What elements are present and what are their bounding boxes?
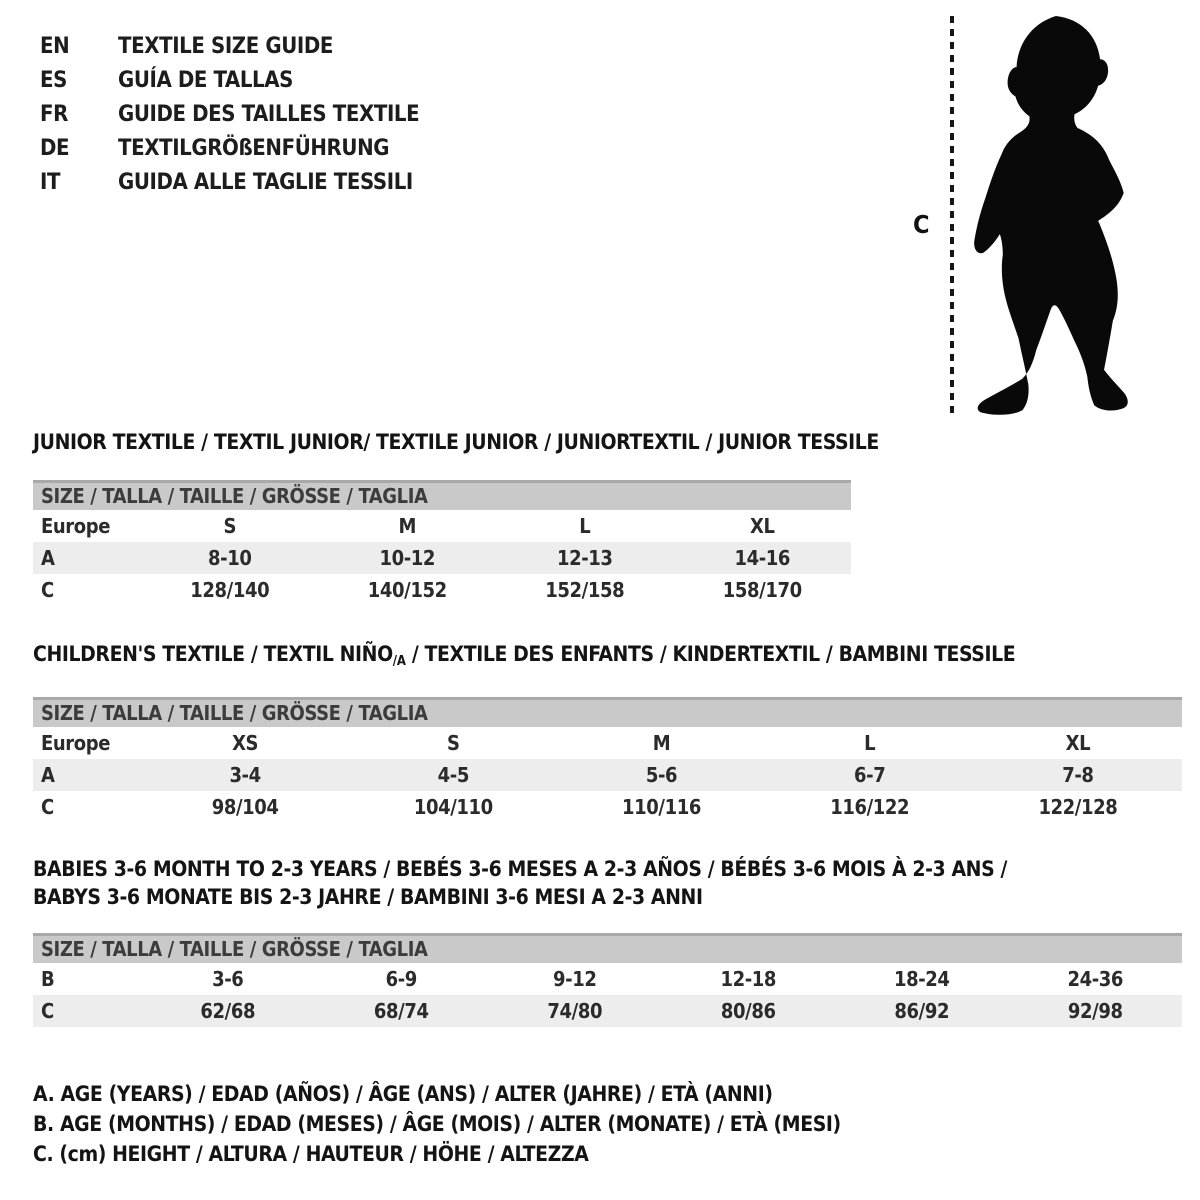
language-row <box>40 64 419 98</box>
language-row <box>40 98 419 132</box>
table-row <box>33 791 1182 823</box>
height-measure-line <box>950 16 954 418</box>
section-junior <box>33 430 1182 606</box>
language-row <box>40 166 419 200</box>
size-tables-content <box>33 430 1182 1169</box>
size-header-bar: SIZE / TALLA / TAILLE / GRÖSSE / TAGLIA <box>33 933 1182 963</box>
heading-subscript: /A <box>392 654 406 669</box>
size-cell: L <box>864 731 876 755</box>
language-code: EN <box>40 34 70 59</box>
guide-title: GUIDA ALLE TAGLIE TESSILI <box>118 170 413 195</box>
section-heading-children <box>33 642 1182 670</box>
size-cell: 4-5 <box>437 763 469 787</box>
heading-line-1: BABIES 3-6 MONTH TO 2-3 YEARS / BEBÉS 3-6 MESES A 2-3 AÑOS / BÉBÉS 3-6 MOIS À 2-3 ANS / <box>33 857 1007 881</box>
guide-title: TEXTILGRÖßENFÜHRUNG <box>118 136 390 161</box>
section-heading-babies <box>33 855 1182 911</box>
heading-text: CHILDREN'S TEXTILE / TEXTIL NIÑO <box>33 642 393 666</box>
legend <box>33 1079 1182 1169</box>
height-figure <box>905 8 1195 438</box>
size-cell: 86/92 <box>894 999 950 1023</box>
size-cell: 5-6 <box>645 763 678 787</box>
size-cell: XS <box>232 731 259 755</box>
size-cell: 158/170 <box>722 578 802 602</box>
row-label: B <box>41 967 55 991</box>
size-cell: 6-7 <box>854 763 886 787</box>
size-cell: 122/128 <box>1038 795 1118 819</box>
heading-text: / TEXTILE DES ENFANTS / KINDERTEXTIL / BAMBINI TESSILE <box>405 642 1016 666</box>
size-header-bar: SIZE / TALLA / TAILLE / GRÖSSE / TAGLIA <box>33 697 1182 727</box>
table-row <box>33 727 1182 759</box>
size-cell: S <box>447 731 460 755</box>
table-row <box>33 510 851 542</box>
size-cell: 152/158 <box>545 578 625 602</box>
language-code: IT <box>40 170 61 195</box>
size-cell: 6-9 <box>385 967 417 991</box>
legend-line-b: B. AGE (MONTHS) / EDAD (MESES) / ÂGE (MOIS) / ALTER (MONATE) / ETÀ (MESI) <box>33 1112 841 1136</box>
row-label: Europe <box>41 514 111 538</box>
guide-title: GUÍA DE TALLAS <box>118 68 294 93</box>
size-cell: 92/98 <box>1067 999 1123 1023</box>
row-label: C <box>41 578 54 602</box>
size-cell: 3-6 <box>212 967 244 991</box>
section-heading-junior: JUNIOR TEXTILE / TEXTIL JUNIOR/ TEXTILE JUNIOR / JUNIORTEXTIL / JUNIOR TESSILE <box>33 430 879 454</box>
size-cell: 12-13 <box>556 546 613 570</box>
size-cell: M <box>652 731 671 755</box>
section-children <box>33 642 1182 823</box>
heading-line-2: BABYS 3-6 MONATE BIS 2-3 JAHRE / BAMBINI 3-6 MESI A 2-3 ANNI <box>33 885 703 909</box>
table-row <box>33 759 1182 791</box>
language-row <box>40 132 419 166</box>
size-cell: 7-8 <box>1062 763 1094 787</box>
row-label: C <box>41 999 54 1023</box>
size-cell: 9-12 <box>553 967 597 991</box>
table-row <box>33 574 851 606</box>
size-cell: 68/74 <box>373 999 429 1023</box>
size-cell: M <box>398 514 416 538</box>
size-cell: 80/86 <box>720 999 776 1023</box>
section-babies <box>33 855 1182 1027</box>
size-cell: 140/152 <box>367 578 447 602</box>
size-cell: 24-36 <box>1067 967 1124 991</box>
legend-line-a: A. AGE (YEARS) / EDAD (AÑOS) / ÂGE (ANS) / ALTER (JAHRE) / ETÀ (ANNI) <box>33 1082 773 1106</box>
size-cell: 12-18 <box>720 967 777 991</box>
size-cell: L <box>579 514 591 538</box>
language-code: ES <box>40 68 67 93</box>
size-cell: 18-24 <box>893 967 950 991</box>
toddler-silhouette-icon <box>965 16 1133 416</box>
size-cell: 128/140 <box>190 578 270 602</box>
height-measure-label: C <box>913 210 930 239</box>
junior-size-table <box>33 480 851 606</box>
table-row <box>33 995 1182 1027</box>
table-row <box>33 963 1182 995</box>
size-cell: 14-16 <box>734 546 791 570</box>
language-title-list <box>40 30 419 200</box>
size-cell: 98/104 <box>211 795 279 819</box>
language-code: FR <box>40 102 68 127</box>
size-cell: 104/110 <box>413 795 493 819</box>
legend-line-c: C. (cm) HEIGHT / ALTURA / HAUTEUR / HÖHE / ALTEZZA <box>33 1142 589 1166</box>
row-label: A <box>41 763 55 787</box>
size-cell: 8-10 <box>208 546 252 570</box>
table-row <box>33 542 851 574</box>
row-label: C <box>41 795 54 819</box>
size-cell: XL <box>1065 731 1091 755</box>
guide-title: GUIDE DES TAILLES TEXTILE <box>118 102 420 127</box>
language-row <box>40 30 419 64</box>
babies-size-table <box>33 933 1182 1027</box>
size-cell: XL <box>749 514 775 538</box>
row-label: A <box>41 546 55 570</box>
size-cell: 62/68 <box>200 999 256 1023</box>
size-cell: 116/122 <box>830 795 910 819</box>
size-cell: 10-12 <box>379 546 436 570</box>
language-code: DE <box>40 136 70 161</box>
size-cell: 74/80 <box>547 999 603 1023</box>
size-header-bar: SIZE / TALLA / TAILLE / GRÖSSE / TAGLIA <box>33 480 851 510</box>
children-size-table <box>33 697 1182 823</box>
row-label: Europe <box>41 731 111 755</box>
guide-title: TEXTILE SIZE GUIDE <box>118 34 333 59</box>
size-cell: 3-4 <box>229 763 261 787</box>
size-cell: S <box>223 514 237 538</box>
size-cell: 110/116 <box>622 795 701 819</box>
